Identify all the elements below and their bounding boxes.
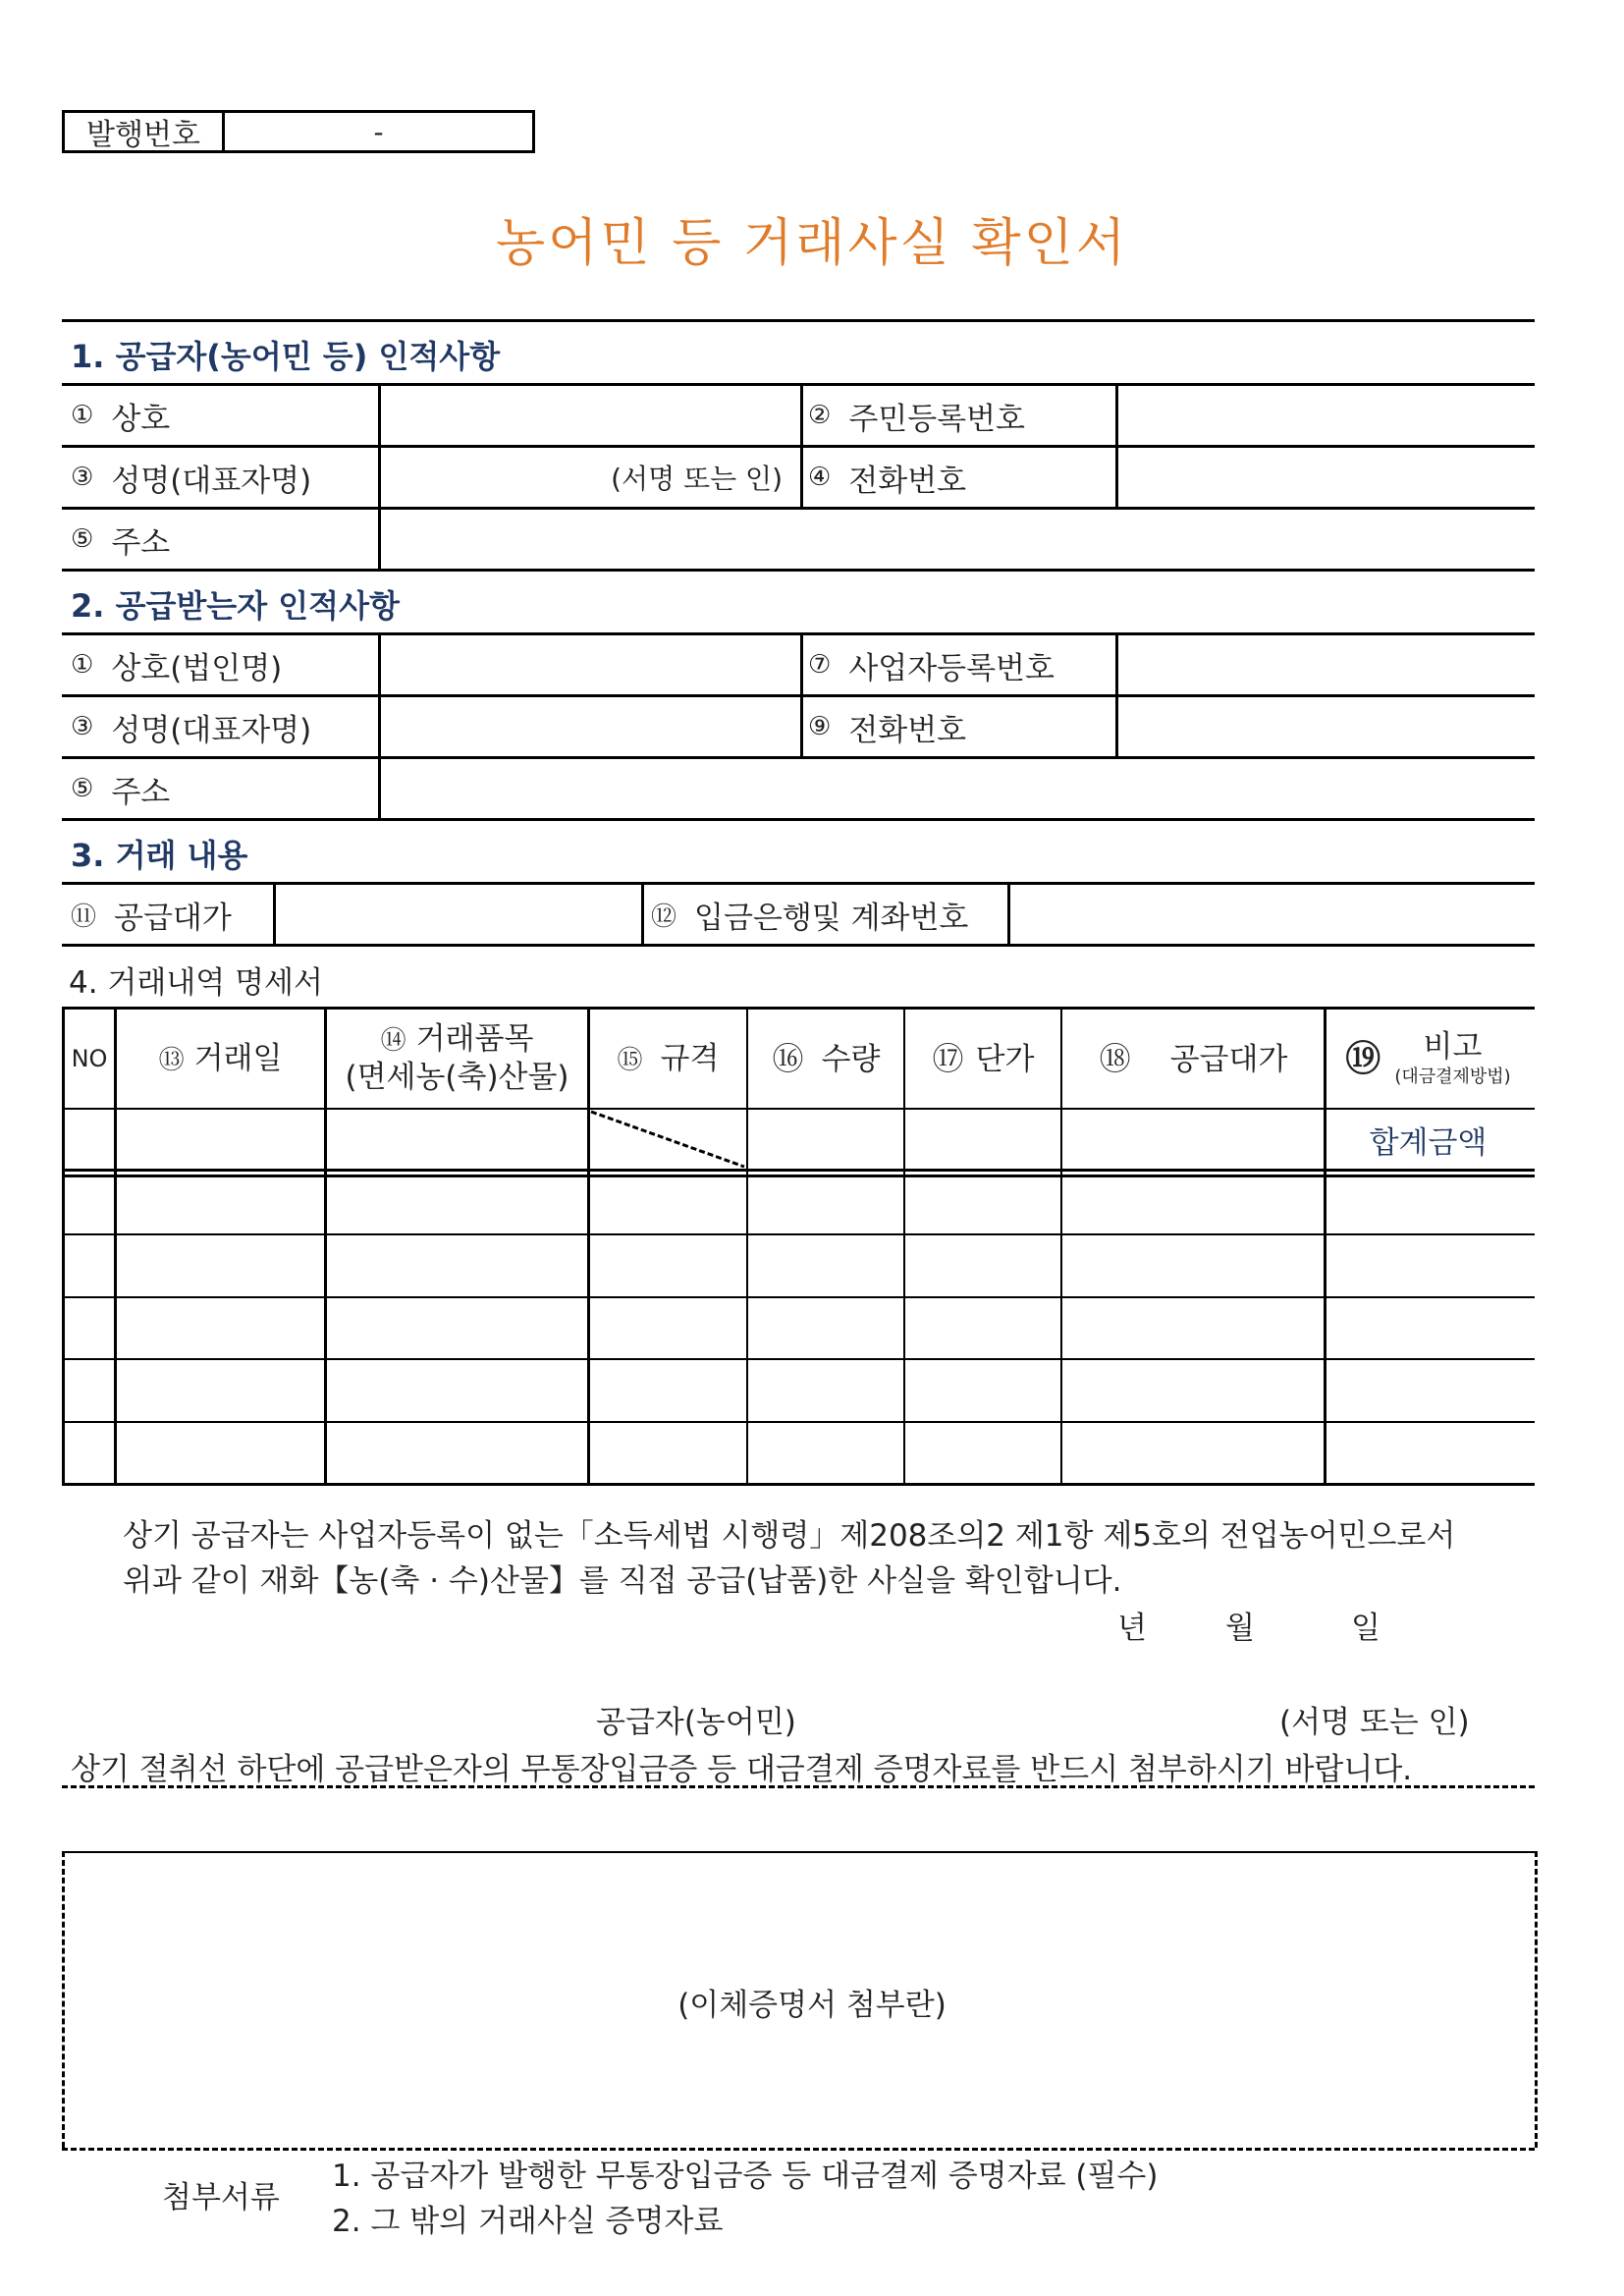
attach-box-top [62,1851,1535,1853]
divider [378,383,381,569]
s1-trade-name-field[interactable] [380,386,799,445]
attach-box-label: (이체증명서 첨부란) [677,1988,947,2023]
s3-supply-price-field[interactable] [277,885,640,944]
divider [1115,383,1118,507]
issue-number-field[interactable]: - [373,115,384,148]
divider [62,1421,1535,1423]
section4-heading: 4. 거래내역 명세서 [69,965,323,1001]
col-no-header: NO [71,1045,108,1072]
col-supply-price-header: ⑱ 공급대가 [1099,1039,1288,1077]
s3-supply-price-label: ⑪ 공급대가 [71,900,232,936]
s1-phone-label: ④ 전화번호 [808,463,967,499]
s2-biz-no-label: ⑦ 사업자등록번호 [808,650,1055,686]
s2-address-label: ⑤ 주소 [71,774,171,810]
section1-top-rule [62,319,1535,322]
s2-address-field[interactable] [380,759,1529,818]
s3-bank-field[interactable] [1011,885,1529,944]
divider [62,1233,1535,1235]
section2-heading: 2. 공급받는자 인적사항 [71,587,400,625]
col-spec-header: ⑮ 규격 [617,1040,720,1076]
divider [800,383,803,507]
s1-phone-field[interactable] [1117,448,1530,507]
cut-line [62,1785,1535,1788]
date-month-label: 월 [1225,1611,1255,1646]
divider [62,1175,1535,1177]
col-qty-header: ⑯ 수량 [772,1039,881,1077]
document-title: 농어민 등 거래사실 확인서 [495,214,1129,273]
s2-name-field[interactable] [380,697,799,756]
issue-number-label: 발행번호 [65,113,225,150]
s1-resident-no-field[interactable] [1117,386,1530,445]
divider [62,944,1535,947]
attach-notice: 상기 절취선 하단에 공급받은자의 무통장입금증 등 대금결제 증명자료를 반드시 첨부하시기 바랍니다. [71,1752,1413,1787]
divider [1007,882,1010,944]
divider [62,1358,1535,1360]
total-amount-label: 합계금액 [1369,1125,1488,1161]
divider [800,632,803,756]
statement-line2: 위과 같이 재화【농(축 · 수)산물】를 직접 공급(납품)한 사실을 확인합니다. [123,1563,1122,1599]
spec-total-slash [589,1110,746,1169]
divider [62,1169,1535,1172]
divider [746,1007,748,1486]
divider [641,882,644,944]
divider [378,632,381,818]
issue-number-box [62,110,535,153]
supplier-sign-note: (서명 또는 인) [1279,1705,1470,1740]
divider [62,818,1535,821]
statement-line1: 상기 공급자는 사업자등록이 없는「소득세법 시행령」제208조의2 제1항 제5호의 전업농어민으로서 [123,1518,1456,1554]
col-note-header: ⑲ 비고 (대금결제방법) [1345,1029,1511,1088]
s1-sign-note: (서명 또는 인) [611,463,783,495]
date-day-label: 일 [1351,1611,1380,1646]
section3-heading: 3. 거래 내용 [71,837,248,874]
s1-address-field[interactable] [380,510,1529,569]
s1-address-label: ⑤ 주소 [71,524,171,561]
col-item-header: ⑭ 거래품목 (면세농(축)산물) [345,1021,569,1095]
date-year-label: 년 [1117,1611,1147,1646]
divider [1115,632,1118,756]
s2-name-label: ③ 성명(대표자명) [71,712,312,748]
divider [903,1007,905,1486]
divider [1060,1007,1062,1486]
s3-bank-label: ⑫ 입금은행및 계좌번호 [651,900,969,936]
col-date-header: ⑬ 거래일 [158,1040,283,1076]
attachments-label: 첨부서류 [162,2180,280,2215]
s2-trade-name-label: ① 상호(법인명) [71,650,283,686]
s1-resident-no-label: ② 주민등록번호 [808,401,1025,437]
s2-phone-label: ⑨ 전화번호 [808,712,967,748]
s1-name-label: ③ 성명(대표자명) [71,463,312,499]
divider [62,1296,1535,1298]
attachment-item-2: 2. 그 밖의 거래사실 증명자료 [332,2204,724,2239]
s2-biz-no-field[interactable] [1117,635,1530,694]
s2-phone-field[interactable] [1117,697,1530,756]
s1-trade-name-label: ① 상호 [71,401,171,437]
col-unit-price-header: ⑰ 단가 [932,1039,1035,1077]
s2-trade-name-field[interactable] [380,635,799,694]
divider [62,569,1535,572]
attachment-item-1: 1. 공급자가 발행한 무통장입금증 등 대금결제 증명자료 (필수) [332,2159,1159,2194]
divider [62,1483,1535,1486]
s1-name-field[interactable] [380,448,783,507]
section1-heading: 1. 공급자(농어민 등) 인적사항 [71,338,501,375]
divider [62,1108,1535,1110]
divider [273,882,276,944]
supplier-label: 공급자(농어민) [596,1705,796,1740]
